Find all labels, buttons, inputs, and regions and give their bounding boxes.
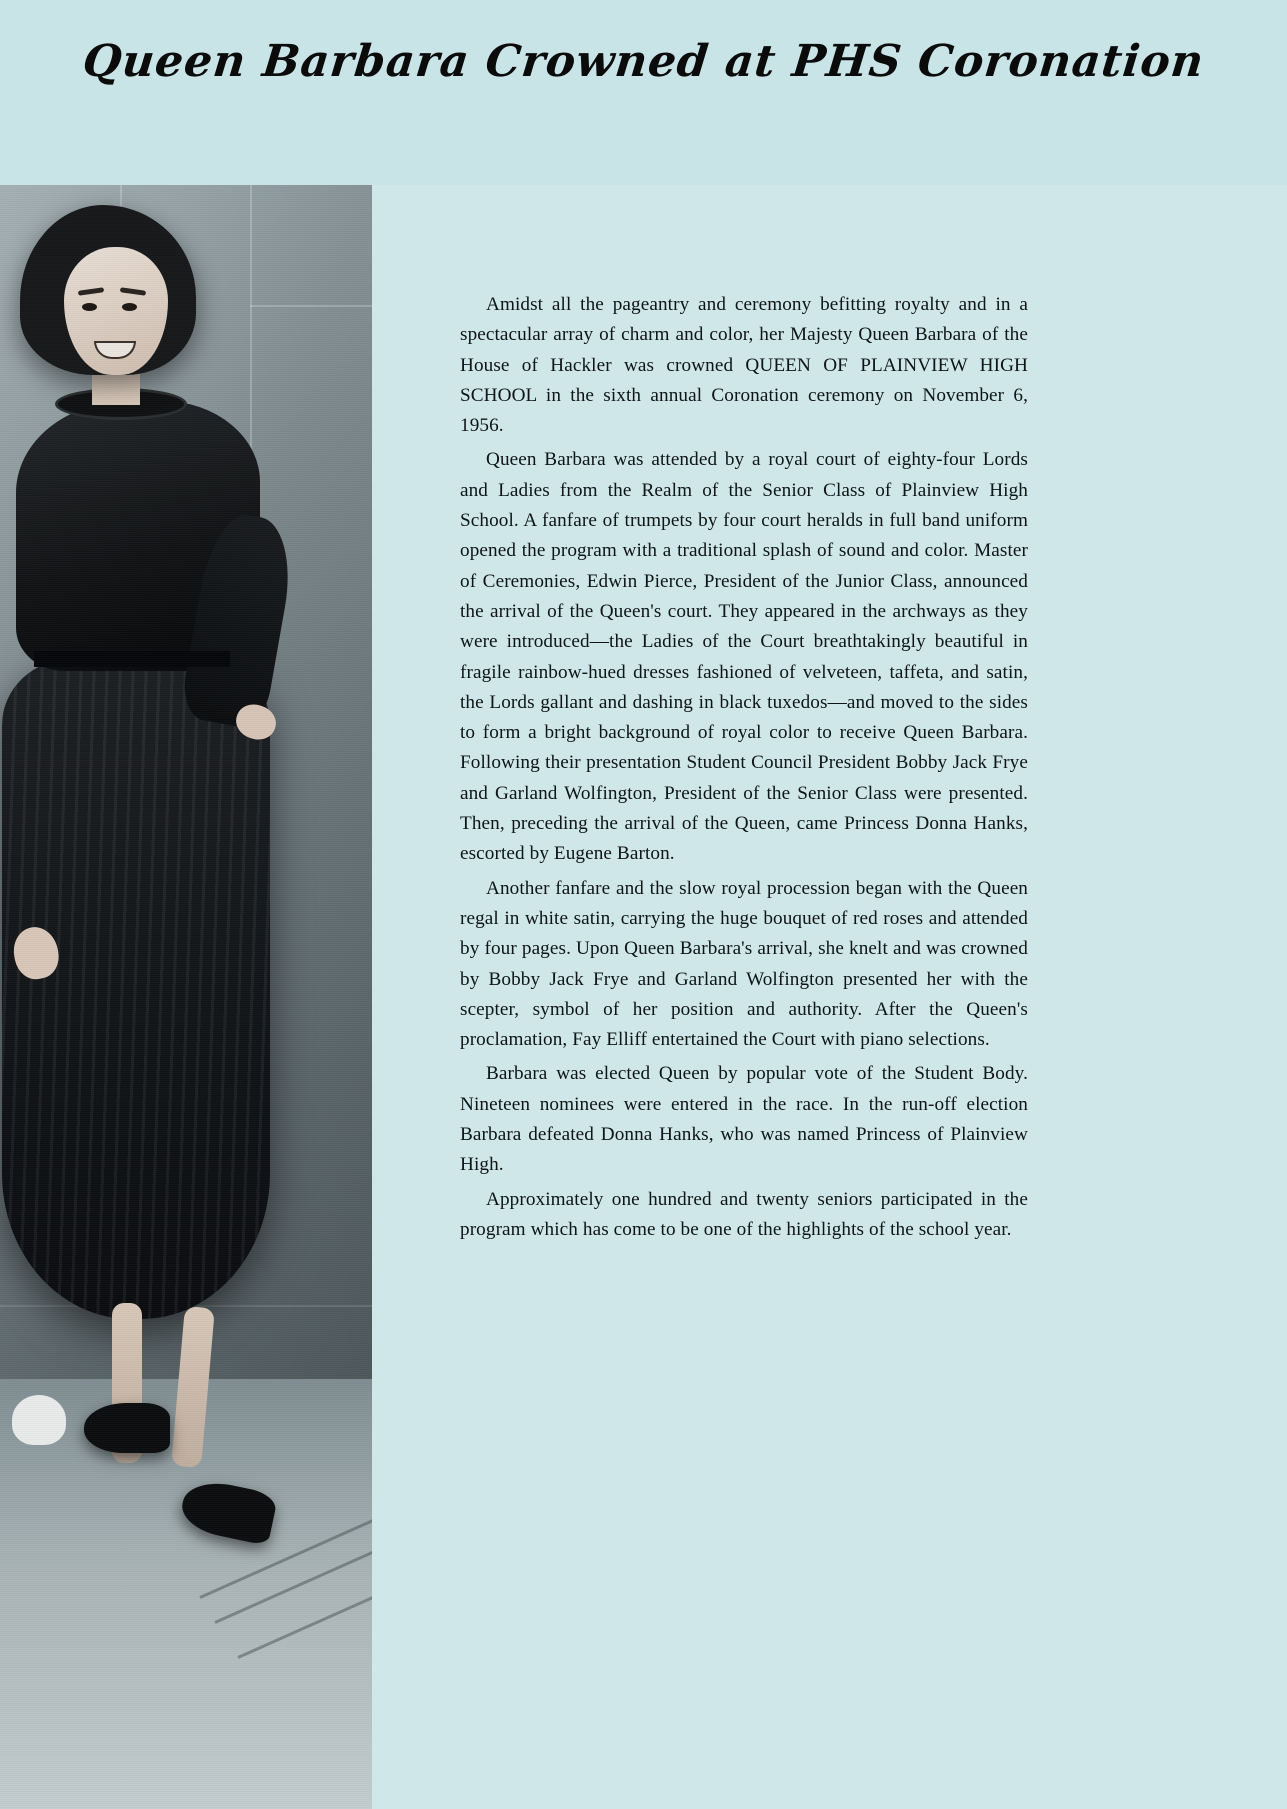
figure-skirt [2,659,270,1319]
wall-line [250,305,372,307]
article-paragraph: Another fanfare and the slow royal procession began with the Queen regal in white satin, carrying the huge bouquet of red roses and attended by four pages. Upon Queen Barbara's arrival, she knelt and was crowned by Bobby Jack Frye and Garland Wolfington presented her with the scepter, symbol of her position and authority. After the Queen's proclamation, Fay Elliff entertained the Court with piano selections. [460,877,1028,1051]
article-paragraph: Approximately one hundred and twenty seniors participated in the program which has come to be one of the highlights of the school year. [460,1188,1028,1240]
page-title: Queen Barbara Crowned at PHS Coronation [80,36,1207,87]
article-paragraph: Barbara was elected Queen by popular vote of the Student Body. Nineteen nominees were entered in the race. In the run-off election Barbara defeated Donna Hanks, who was named Princess of Plainview High. [460,1063,1028,1176]
figure-eye-left [82,303,97,311]
figure-sock [12,1395,66,1445]
figure-shoe-left [84,1403,170,1453]
article-column [460,290,1028,1245]
article-body [460,290,1028,1245]
article-paragraph: Queen Barbara was attended by a royal court of eighty-four Lords and Ladies from the Realm of the Senior Class of Plainview High School. A fanfare of trumpets by four court heralds in full band uniform opened the program with a traditional splash of sound and color. Master of Ceremonies, Edwin Pierce, President of the Junior Class, announced the arrival of the Queen's court. They appeared in the archways as they were introduced—the Ladies of the Court breathtakingly beautiful in fragile rainbow-hued dresses fashioned of velveteen, taffeta, and satin, the Lords gallant and dashing in black tuxedos—and moved to the sides to form a bright background of royal color to receive Queen Barbara. Following their presentation Student Council President Bobby Jack Frye and Garland Wolfington, President of the Senior Class were presented. Then, preceding the arrival of the Queen, came Princess Donna Hanks, escorted by Eugene Barton. [460,449,1028,865]
figure-eye-right [122,303,137,311]
article-paragraph: Amidst all the pageantry and ceremony befitting royalty and in a spectacular array of charm and color, her Majesty Queen Barbara of the House of Hackler was crowned QUEEN OF PLAINVIEW HIGH SCHOOL in the sixth annual Coronation ceremony on November 6, 1956. [460,294,1028,437]
figure-belt [34,651,230,667]
queen-barbara-portrait [0,185,372,1809]
page-header [0,0,1287,185]
